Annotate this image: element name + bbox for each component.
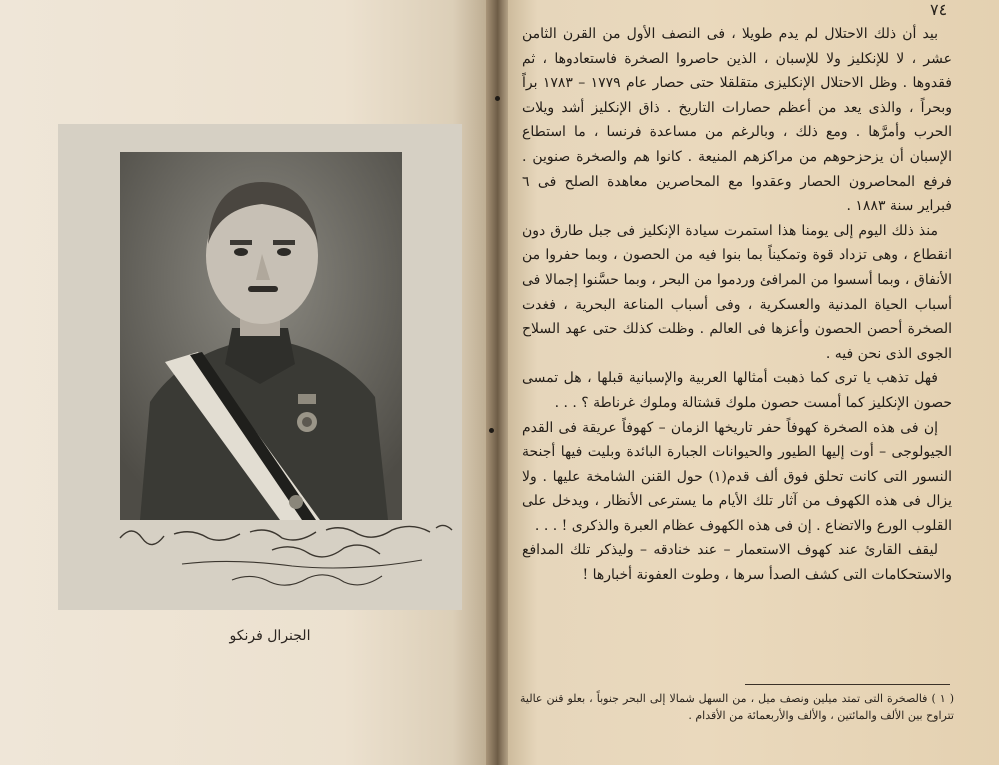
paragraph: إن فى هذه الصخرة كهوفاً حفر تاريخها الزمان – كهوفاً عريقة فى القدم الجيولوجى – أوت إليها الطيور والحيوانات الجبارة البائدة وبليت فيها أجنحة النسور التى كانت تحلق فوق ألف قدم(١) حول القنن الشامخة عليها . ولا يزال فى هذه الكهوف من آثار تلك الأيام ما يسترعى الأنظار ، ويدخل على القلوب الورع والاتضاع . إن فى هذه الكهوف عظام العبرة والذكرى ! . . . [522, 419, 952, 534]
portrait-photo [120, 152, 402, 520]
page-number: ٧٤ [930, 0, 948, 19]
paragraph: بيد أن ذلك الاحتلال لم يدم طويلا ، فى النصف الأول من القرن الثامن عشر ، لا للإنكليز ولا للإسبان ، الذين حاصروا الصخرة فاستعادوها ، ثم فقدوها . وظل الاحتلال الإنكليزى متقلقلا حتى حصار عام ١٧٧٩ – ١٧٨٣ براً وبحراً ، والذى يعد من أعظم حصارات التاريخ . ذاق الإنكليز أشد ويلات الحرب وأمرَّها . ومع ذلك ، وبالرغم من مساعدة فرنسا ، ما استطاع الإسبان أن يزحزحوهم من مراكزهم المنيعة . كانوا هم والصخرة صنوين . فرفع المحاصرون الحصار وعقدوا مع المحاصرين معاهدة الصلح فى ٦ فبراير سنة ١٨٨٣ . [522, 26, 952, 215]
margin-mark [495, 96, 500, 101]
handwritten-signature [112, 520, 458, 600]
footnote-divider [745, 684, 950, 685]
margin-mark [489, 428, 494, 433]
main-text [522, 22, 952, 588]
paragraph: منذ ذلك اليوم إلى يومنا هذا استمرت سيادة الإنكليز فى جبل طارق دون انقطاع ، وهى تزداد قوة وتمكيناً بما بنوا فيه من الحصون ، وبما حفروا من الأنفاق ، وبما أسسوا من المرافئ وردموا من البحر ، وبما حسَّنوا إجمالا فى أسباب الحياة المدنية والعسكرية ، وفى أسباب المناعة البحرية ، فغدت الصخرة أحصن الحصون وأعزها فى العالم . وظلت كذلك حتى عهد السلاح الجوى الذى نحن فيه . [522, 222, 952, 362]
portrait-illustration [120, 152, 402, 520]
paragraph: ليقف القارئ عند كهوف الاستعمار – عند خنادقه – وليذكر تلك المدافع والاستحكامات التى كشف الصدأ سرها ، وطوت العفونة أخبارها ! [522, 542, 952, 584]
footnote: ( ١ ) فالصخرة التى تمتد ميلين ونصف ميل ، من السهل شمالا إلى البحر جنوباً ، بعلو قنن عالية تتراوح بين الألف والمائتين ، والألف والأربعمائة من الأقدام . [520, 692, 954, 722]
paragraph: فهل تذهب يا ترى كما ذهبت أمثالها العربية والإسبانية قبلها ، هل تمسى حصون الإنكليز كما أمست حصون ملوك قشتالة وملوك غرناطة ؟ . . . [522, 370, 952, 411]
photo-caption: الجنرال فرنكو [229, 628, 311, 644]
